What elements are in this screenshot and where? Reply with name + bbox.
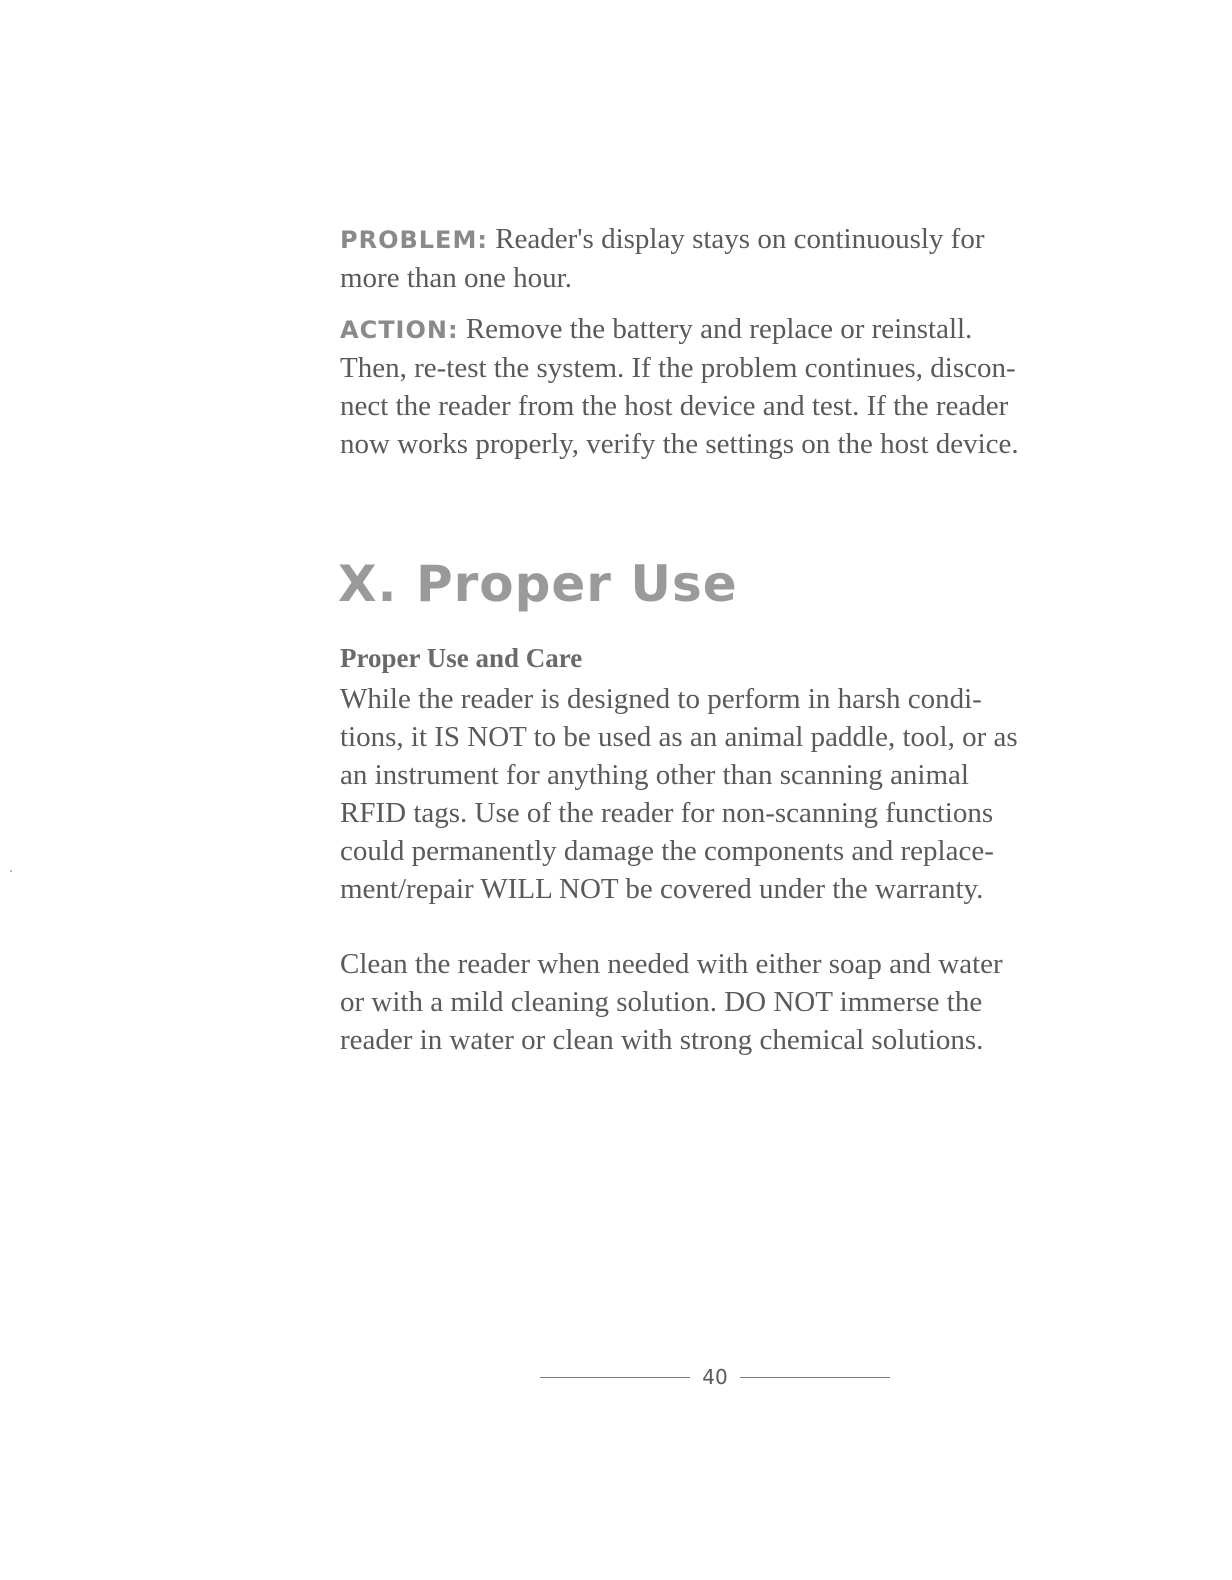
- problem-text-line-1: Reader's display stays on continuously for: [495, 223, 985, 255]
- paragraph-line: ment/repair WILL NOT be covered under the warranty.: [340, 873, 984, 905]
- paragraph-line: While the reader is designed to perform in harsh condi-: [340, 683, 982, 715]
- paragraph-line: reader in water or clean with strong chemical solutions.: [340, 1024, 984, 1056]
- action-text-line-1: Remove the battery and replace or reinstall.: [465, 313, 973, 345]
- paragraph-line: Clean the reader when needed with either soap and water: [340, 948, 1003, 980]
- problem-text-line-2: more than one hour.: [340, 262, 572, 294]
- action-text-line-3: nect the reader from the host device and test. If the reader: [340, 390, 1009, 422]
- action-block: [340, 310, 1110, 463]
- scan-speck: [10, 870, 12, 872]
- proper-use-paragraph: [340, 680, 1110, 908]
- section-heading: X. Proper Use: [338, 555, 738, 613]
- page-footer: [540, 1362, 890, 1392]
- footer-rule-left: [540, 1377, 690, 1378]
- problem-block: [340, 220, 1110, 297]
- action-text-line-4: now works properly, verify the settings on the host device.: [340, 428, 1019, 460]
- problem-label: PROBLEM:: [340, 226, 488, 254]
- page-number: 40: [702, 1365, 728, 1389]
- paragraph-line: RFID tags. Use of the reader for non-scanning functions: [340, 797, 994, 829]
- action-text-line-2: Then, re-test the system. If the problem continues, discon-: [340, 352, 1016, 384]
- cleaning-paragraph: [340, 945, 1110, 1059]
- paragraph-line: tions, it IS NOT to be used as an animal paddle, tool, or as: [340, 721, 1018, 753]
- footer-rule-right: [740, 1377, 890, 1378]
- paragraph-line: could permanently damage the components and replace-: [340, 835, 994, 867]
- action-label: ACTION:: [340, 316, 459, 344]
- paragraph-line: or with a mild cleaning solution. DO NOT immerse the: [340, 986, 983, 1018]
- sub-heading: Proper Use and Care: [340, 643, 583, 673]
- paragraph-line: an instrument for anything other than scanning animal: [340, 759, 969, 791]
- action-line-1: [340, 310, 1110, 349]
- problem-line-1: [340, 220, 1110, 259]
